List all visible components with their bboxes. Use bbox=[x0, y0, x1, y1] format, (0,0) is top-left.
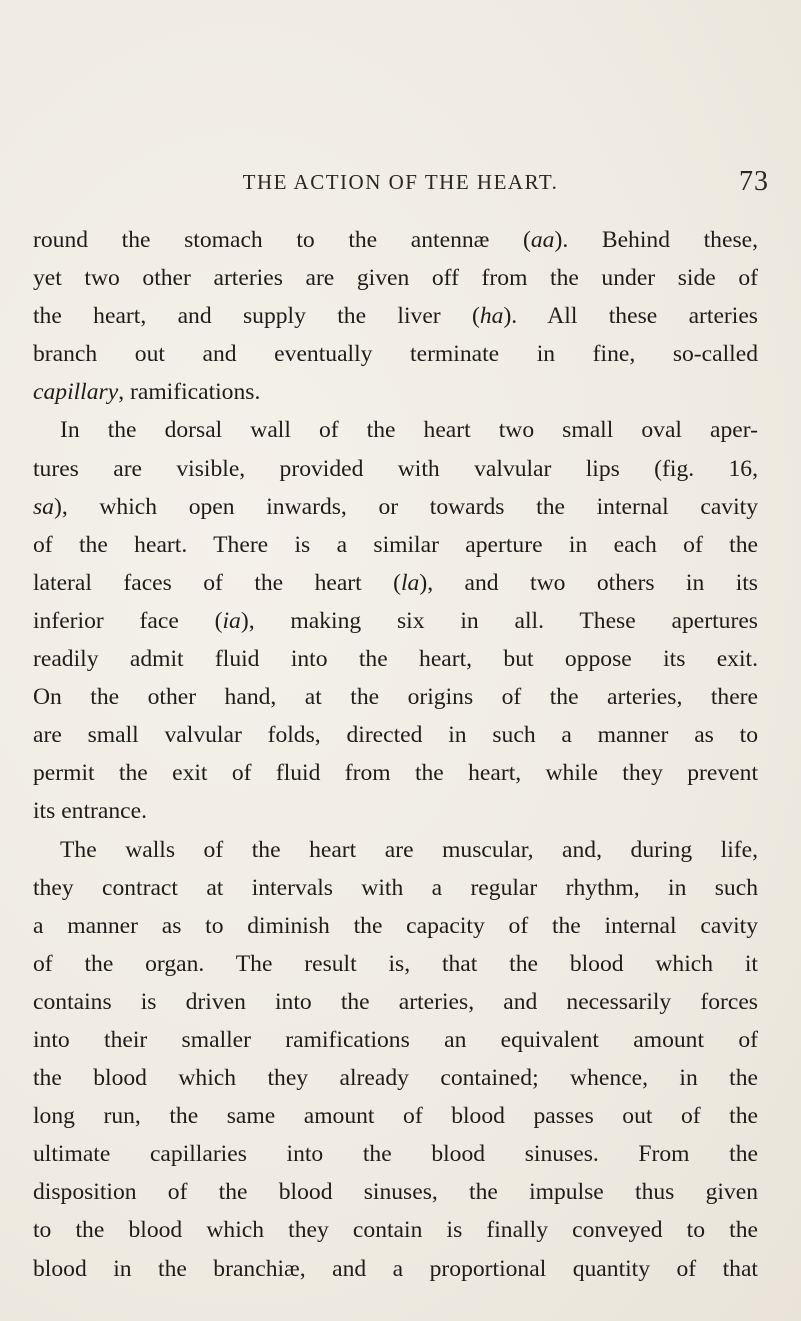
text-segment: long run, the same amount of blood passes out of the bbox=[33, 1103, 758, 1130]
text-line bbox=[33, 1135, 758, 1173]
text-line bbox=[33, 640, 758, 678]
text-segment: disposition of the blood sinuses, the impulse thus given bbox=[33, 1179, 758, 1206]
text-line bbox=[33, 1250, 758, 1288]
text-line bbox=[33, 450, 758, 488]
italic-text: aa bbox=[530, 227, 555, 253]
running-title: THE ACTION OF THE HEART. bbox=[242, 170, 559, 194]
text-segment: of the heart. There is a similar aperture in each of the bbox=[33, 531, 758, 558]
page-number: 73 bbox=[739, 166, 769, 197]
text-line bbox=[33, 259, 758, 297]
text-line bbox=[33, 221, 758, 259]
text-line bbox=[33, 488, 758, 526]
text-segment: yet two other arteries are given off from the under side of bbox=[33, 265, 758, 292]
text-segment: its entrance. bbox=[33, 798, 147, 825]
text-line bbox=[33, 907, 758, 945]
text-segment: contains is driven into the arteries, and necessarily forces bbox=[33, 988, 758, 1015]
text-segment: ), and two others in its bbox=[419, 569, 758, 596]
italic-text: capillary bbox=[33, 379, 119, 406]
text-segment: ). All these arteries bbox=[503, 303, 758, 330]
text-segment: ). Behind these, bbox=[554, 227, 758, 253]
text-line bbox=[33, 1097, 758, 1135]
text-line bbox=[33, 754, 758, 792]
text-segment: readily admit fluid into the heart, but oppose its exit. bbox=[33, 646, 758, 673]
text-line bbox=[33, 983, 758, 1021]
text-segment: tures are visible, provided with valvular lips (fig. 16, bbox=[33, 455, 758, 482]
text-segment: the blood which they already contained; whence, in the bbox=[33, 1065, 758, 1092]
text-segment: of the organ. The result is, that the blood which it bbox=[33, 950, 758, 977]
text-line bbox=[33, 869, 758, 907]
text-line bbox=[33, 678, 758, 716]
text-segment: permit the exit of fluid from the heart, while they prevent bbox=[33, 760, 758, 787]
text-line bbox=[33, 1211, 758, 1249]
text-segment: branch out and eventually terminate in fine, so-called bbox=[33, 341, 758, 368]
text-segment: to the blood which they contain is finally conveyed to the bbox=[33, 1217, 758, 1244]
text-line bbox=[33, 602, 758, 640]
text-line bbox=[33, 373, 758, 411]
italic-text: ia bbox=[222, 607, 241, 634]
text-line bbox=[33, 564, 758, 602]
text-segment: ), making six in all. These apertures bbox=[240, 607, 758, 634]
text-line bbox=[33, 335, 758, 373]
text-line bbox=[33, 1173, 758, 1211]
text-line bbox=[33, 411, 758, 449]
text-line bbox=[33, 1021, 758, 1059]
text-line bbox=[33, 945, 758, 983]
text-segment: ultimate capillaries into the blood sinuses. From the bbox=[33, 1141, 758, 1168]
text-segment: , ramifications. bbox=[118, 379, 261, 406]
text-line bbox=[33, 716, 758, 754]
text-segment: ), which open inwards, or towards the internal cavity bbox=[53, 493, 758, 520]
italic-text: sa bbox=[33, 493, 54, 520]
text-segment: a manner as to diminish the capacity of the internal cavity bbox=[33, 912, 758, 939]
italic-text: ha bbox=[479, 303, 504, 330]
text-segment: blood in the branchiæ, and a proportional quantity of that bbox=[33, 1255, 758, 1282]
italic-text: la bbox=[401, 569, 420, 596]
text-line bbox=[33, 792, 758, 830]
text-segment: are small valvular folds, directed in such a manner as to bbox=[33, 722, 758, 749]
text-line bbox=[33, 831, 758, 869]
text-segment: they contract at intervals with a regular rhythm, in such bbox=[33, 874, 758, 901]
text-segment: lateral faces of the heart ( bbox=[33, 569, 401, 596]
text-segment: inferior face ( bbox=[33, 607, 223, 634]
text-segment: into their smaller ramifications an equivalent amount of bbox=[33, 1026, 758, 1053]
text-segment: the heart, and supply the liver ( bbox=[33, 303, 480, 330]
text-segment: On the other hand, at the origins of the arteries, there bbox=[33, 684, 758, 711]
body-text bbox=[33, 221, 758, 1288]
text-line bbox=[33, 297, 758, 335]
text-segment: The walls of the heart are muscular, and, during life, bbox=[60, 836, 758, 863]
text-line bbox=[33, 1059, 758, 1097]
text-segment: round the stomach to the antennæ ( bbox=[33, 227, 531, 253]
text-segment: In the dorsal wall of the heart two small oval aper- bbox=[60, 417, 758, 444]
text-line bbox=[33, 526, 758, 564]
running-head bbox=[0, 166, 801, 200]
